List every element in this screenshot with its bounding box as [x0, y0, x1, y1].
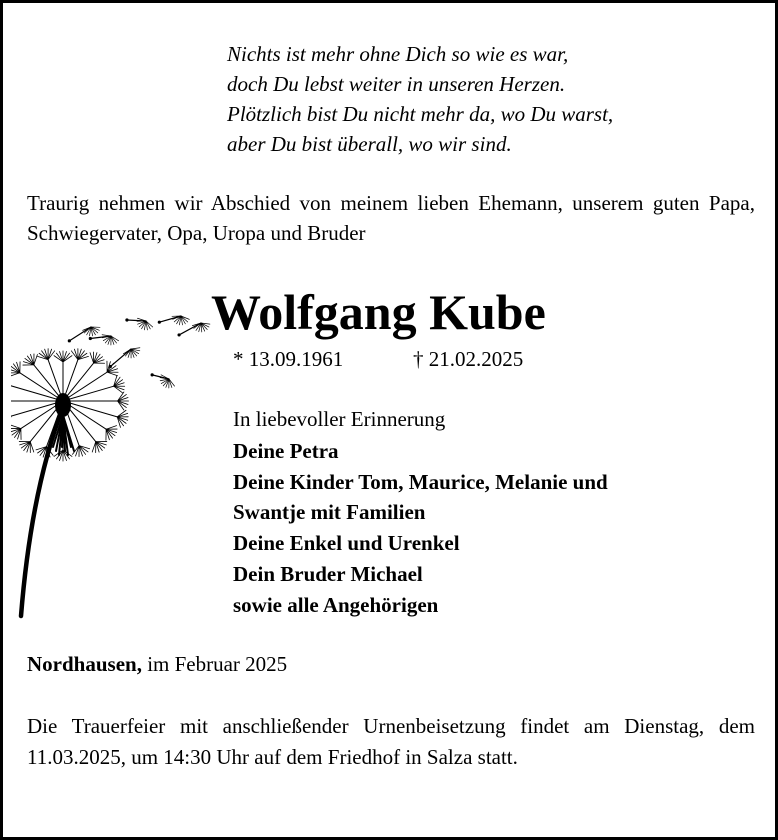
place-date: im Februar 2025: [147, 652, 288, 676]
poem: [227, 39, 613, 159]
poem-line: aber Du bist überall, wo wir sind.: [227, 132, 512, 156]
service-notice: Die Trauerfeier mit anschließender Urnenbeisetzung findet am Dienstag, dem 11.03.2025, um 14:30 Uhr auf dem Friedhof in Salza statt.: [27, 714, 755, 769]
mourner-line: Swantje mit Familien: [233, 500, 426, 525]
place-date-line: [27, 649, 287, 679]
dandelion-icon: [11, 291, 221, 621]
life-dates: [233, 344, 524, 374]
memory-line: In liebevoller Erinnerung: [233, 407, 446, 431]
mourner-line: sowie alle Angehörigen: [233, 592, 439, 617]
mourner-line: Deine Petra: [233, 439, 339, 463]
death-date: † 21.02.2025: [413, 347, 524, 371]
mourner-line: Deine Enkel und Urenkel: [233, 531, 460, 556]
poem-line: doch Du lebst weiter in unseren Herzen.: [227, 72, 566, 96]
mourners-list: [233, 436, 608, 620]
poem-line: Plötzlich bist Du nicht mehr da, wo Du warst,: [227, 102, 614, 126]
birth-date: * 13.09.1961: [233, 347, 344, 371]
mourner-line: Deine Kinder Tom, Maurice, Melanie und: [233, 469, 608, 494]
deceased-name: Wolfgang Kube: [211, 284, 546, 340]
poem-line: Nichts ist mehr ohne Dich so wie es war,: [227, 42, 569, 66]
mourner-line: Dein Bruder Michael: [233, 561, 423, 586]
place-city: Nordhausen,: [27, 652, 142, 676]
intro-text: Traurig nehmen wir Abschied von meinem lieben Ehemann, unserem guten Papa, Schwiegervater, Opa, Uropa und Bruder: [27, 191, 755, 245]
